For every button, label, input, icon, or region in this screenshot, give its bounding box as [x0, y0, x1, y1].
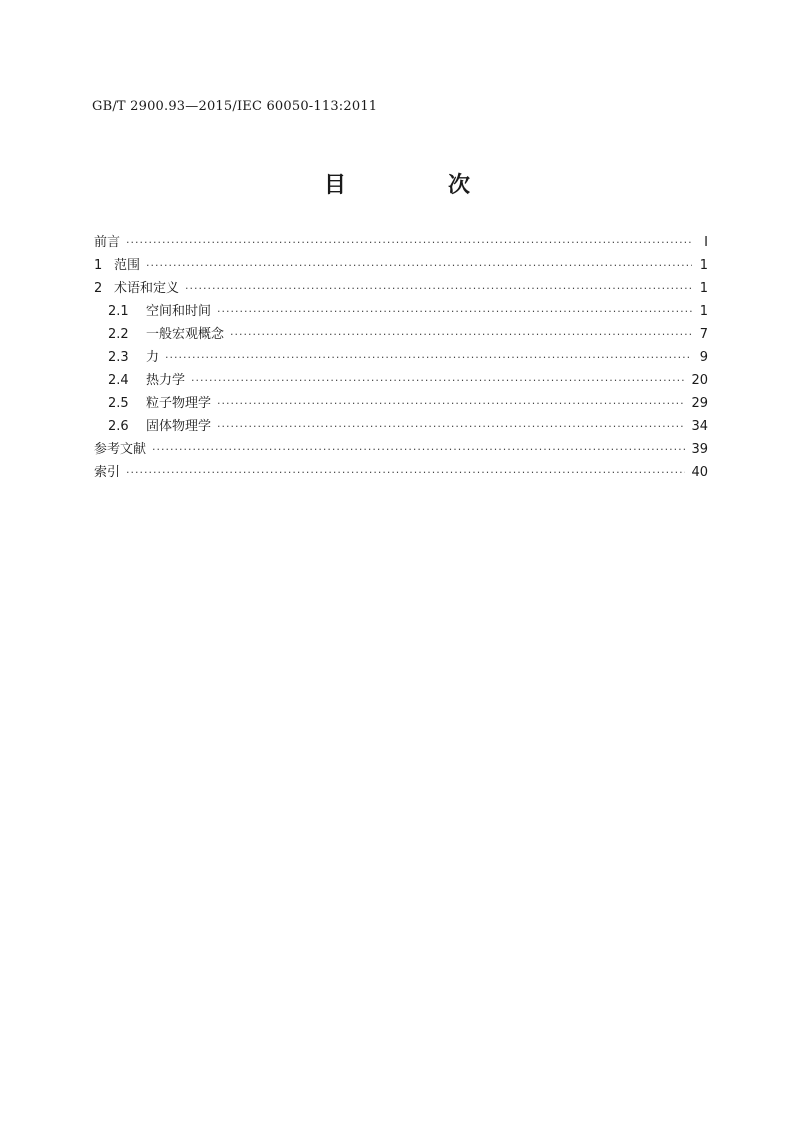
toc-entry-bibliography[interactable]: [94, 438, 708, 461]
dot-leader: [146, 259, 692, 272]
toc-entry-page: 1: [699, 304, 708, 319]
toc-entry-number: 1: [94, 258, 103, 273]
toc-entry-thermodynamics[interactable]: [94, 369, 708, 392]
toc-entry-label: 热力学: [146, 373, 186, 388]
toc-entry-page: 1: [699, 281, 708, 296]
toc-entry-page: 40: [691, 465, 708, 480]
toc-entry-page: 29: [691, 396, 708, 411]
standard-code: GB/T 2900.93—2015/IEC 60050-113:2011: [92, 99, 378, 114]
dot-leader: [217, 420, 685, 433]
toc-entry-index[interactable]: [94, 461, 708, 484]
toc-entry-label: 参考文献: [94, 442, 147, 457]
dot-leader: [152, 443, 685, 456]
toc-entry-solid-state-physics[interactable]: [94, 415, 708, 438]
toc-entry-page: 20: [691, 373, 708, 388]
toc-entry-page: 34: [691, 419, 708, 434]
dot-leader: [217, 305, 692, 318]
toc-entry-page: 9: [699, 350, 708, 365]
dot-leader: [230, 328, 692, 341]
toc-entry-terms-definitions[interactable]: [94, 277, 708, 300]
toc-entry-number: 2.5: [108, 396, 129, 411]
toc-entry-number: 2.1: [108, 304, 129, 319]
toc-entry-label: 空间和时间: [146, 304, 212, 319]
dot-leader: [126, 236, 692, 249]
toc-entry-label: 前言: [94, 235, 121, 250]
toc-entry-number: 2.4: [108, 373, 129, 388]
toc-entry-label: 固体物理学: [146, 419, 212, 434]
toc-entry-foreword[interactable]: [94, 231, 708, 254]
dot-leader: [126, 466, 685, 479]
toc-entry-space-time[interactable]: [94, 300, 708, 323]
toc-entry-label: 索引: [94, 465, 121, 480]
toc-entry-number: 2.6: [108, 419, 129, 434]
toc-entry-macroscopic-concepts[interactable]: [94, 323, 708, 346]
dot-leader: [191, 374, 685, 387]
toc-entry-number: 2.3: [108, 350, 129, 365]
toc-entry-force[interactable]: [94, 346, 708, 369]
page-title: 目 次: [323, 173, 510, 198]
page-header: [92, 99, 377, 114]
toc-entry-page: 1: [699, 258, 708, 273]
toc-entry-number: 2: [94, 281, 103, 296]
dot-leader: [185, 282, 692, 295]
toc-entry-label: 一般宏观概念: [146, 327, 225, 342]
toc-entry-label: 粒子物理学: [146, 396, 212, 411]
toc-entry-label: 力: [146, 350, 160, 365]
toc-entry-page: 7: [699, 327, 708, 342]
toc-entry-number: 2.2: [108, 327, 129, 342]
toc-entry-particle-physics[interactable]: [94, 392, 708, 415]
toc-entry-scope[interactable]: [94, 254, 708, 277]
toc-entry-label: 范围: [114, 258, 141, 273]
table-of-contents: [94, 231, 708, 484]
dot-leader: [217, 397, 685, 410]
toc-entry-page: Ⅰ: [704, 235, 708, 250]
toc-entry-label: 术语和定义: [114, 281, 180, 296]
toc-entry-page: 39: [691, 442, 708, 457]
dot-leader: [165, 351, 692, 364]
